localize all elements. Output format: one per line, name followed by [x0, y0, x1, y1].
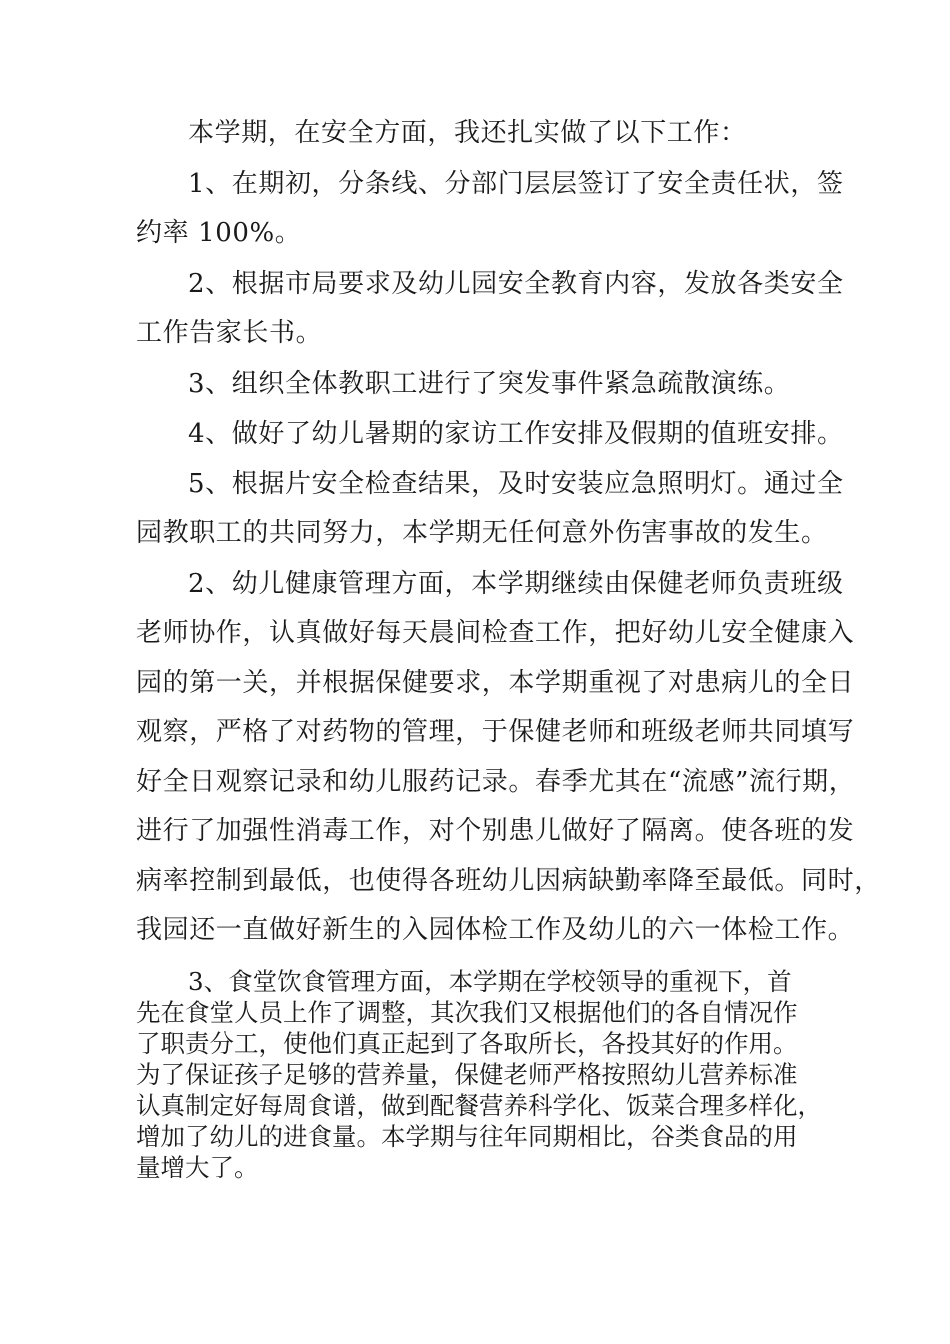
- text-line: 5、根据片安全检查结果，及时安装应急照明灯。通过全: [188, 469, 844, 499]
- text-line: 老师协作，认真做好每天晨间检查工作，把好幼儿安全健康入: [136, 618, 855, 648]
- text-line: 观察，严格了对药物的管理，于保健老师和班级老师共同填写: [136, 717, 855, 747]
- text-line: 1、在期初，分条线、分部门层层签订了安全责任状，签: [188, 169, 844, 199]
- text-line: 工作告家长书。: [136, 318, 323, 348]
- text-line: 好全日观察记录和幼儿服药记录。春季尤其在“流感”流行期，: [136, 767, 856, 797]
- text-line: 认真制定好每周食谱，做到配餐营养科学化、饭菜合理多样化，: [136, 1091, 822, 1120]
- text-line: 园教职工的共同努力，本学期无任何意外伤害事故的发生。: [136, 518, 828, 548]
- text-line: 3、组织全体教职工进行了突发事件紧急疏散演练。: [188, 369, 791, 399]
- text-line: 园的第一关，并根据保健要求，本学期重视了对患病儿的全日: [136, 668, 855, 698]
- text-line: 本学期，在安全方面，我还扎实做了以下工作：: [188, 118, 747, 148]
- text-line: 先在食堂人员上作了调整，其次我们又根据他们的各自情况作: [136, 998, 798, 1027]
- text-line: 2、幼儿健康管理方面，本学期继续由保健老师负责班级: [188, 569, 844, 599]
- text-line: 3、食堂饮食管理方面，本学期在学校领导的重视下，首: [188, 967, 792, 996]
- text-line: 为了保证孩子足够的营养量，保健老师严格按照幼儿营养标准: [136, 1060, 798, 1089]
- text-line: 2、根据市局要求及幼儿园安全教育内容，发放各类安全: [188, 269, 844, 299]
- text-line: 量增大了。: [136, 1153, 259, 1182]
- text-line: 约率 100%。: [136, 218, 302, 248]
- text-line: 了职责分工，使他们真正起到了各取所长，各投其好的作用。: [136, 1029, 798, 1058]
- text-line: 我园还一直做好新生的入园体检工作及幼儿的六一体检工作。: [136, 915, 855, 945]
- text-line: 病率控制到最低，也使得各班幼儿因病缺勤率降至最低。同时，: [136, 866, 881, 896]
- text-line: 4、做好了幼儿暑期的家访工作安排及假期的值班安排。: [188, 419, 844, 449]
- text-line: 增加了幼儿的进食量。本学期与往年同期相比，谷类食品的用: [136, 1122, 798, 1151]
- text-line: 进行了加强性消毒工作，对个别患儿做好了隔离。使各班的发: [136, 816, 855, 846]
